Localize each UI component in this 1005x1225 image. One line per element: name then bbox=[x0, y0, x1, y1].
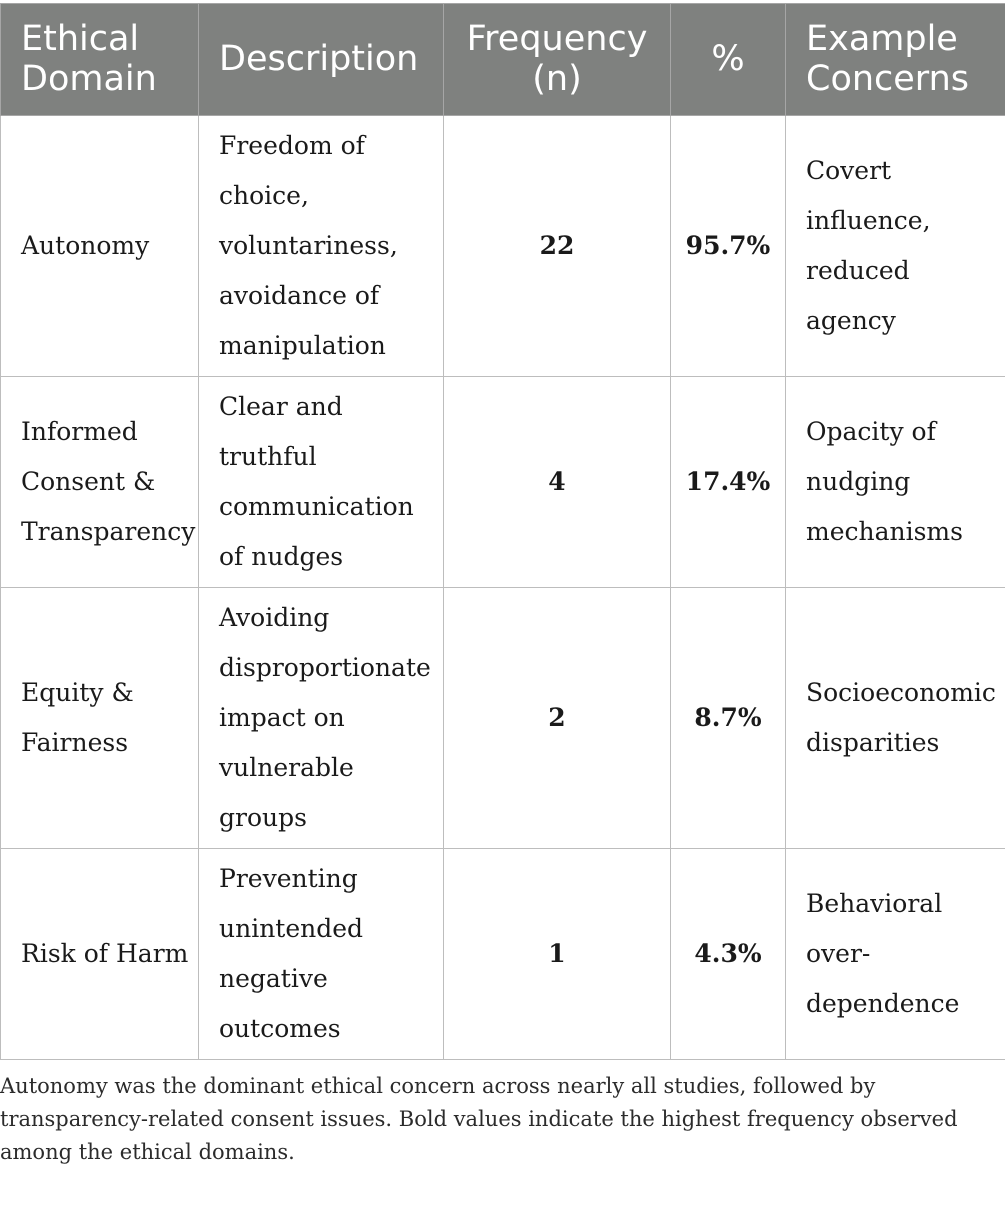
header-ethical-domain: Ethical Domain bbox=[1, 4, 199, 116]
cell-frequency: 22 bbox=[444, 116, 671, 377]
table-row bbox=[1, 849, 1005, 1060]
header-frequency: Frequency (n) bbox=[444, 4, 671, 116]
cell-percent: 95.7% bbox=[671, 116, 786, 377]
cell-percent: 8.7% bbox=[671, 588, 786, 849]
cell-domain: Autonomy bbox=[1, 116, 199, 377]
cell-examples: Behavioral over-dependence bbox=[786, 849, 1005, 1060]
header-percent: % bbox=[671, 4, 786, 116]
table-row bbox=[1, 116, 1005, 377]
ethical-domains-table bbox=[0, 3, 1005, 1060]
header-example-concerns: Example Concerns bbox=[786, 4, 1005, 116]
cell-description: Preventing unintended negative outcomes bbox=[199, 849, 444, 1060]
table-footnote: Autonomy was the dominant ethical concern across nearly all studies, followed by transparency-related consent issues. Bold values indicate the highest frequency observed among the ethical domains. bbox=[0, 1074, 958, 1164]
header-description: Description bbox=[199, 4, 444, 116]
cell-description: Avoiding disproportionate impact on vulnerable groups bbox=[199, 588, 444, 849]
cell-examples: Covert influence, reduced agency bbox=[786, 116, 1005, 377]
cell-domain: Equity & Fairness bbox=[1, 588, 199, 849]
cell-examples: Opacity of nudging mechanisms bbox=[786, 377, 1005, 588]
cell-percent: 17.4% bbox=[671, 377, 786, 588]
cell-frequency: 1 bbox=[444, 849, 671, 1060]
cell-percent: 4.3% bbox=[671, 849, 786, 1060]
cell-frequency: 2 bbox=[444, 588, 671, 849]
cell-description: Freedom of choice, voluntariness, avoidance of manipulation bbox=[199, 116, 444, 377]
table-row bbox=[1, 588, 1005, 849]
cell-examples: Socioeconomic disparities bbox=[786, 588, 1005, 849]
cell-frequency: 4 bbox=[444, 377, 671, 588]
table-row bbox=[1, 377, 1005, 588]
cell-domain: Informed Consent & Transparency bbox=[1, 377, 199, 588]
cell-description: Clear and truthful communication of nudges bbox=[199, 377, 444, 588]
table-header-row bbox=[1, 4, 1005, 116]
cell-domain: Risk of Harm bbox=[1, 849, 199, 1060]
